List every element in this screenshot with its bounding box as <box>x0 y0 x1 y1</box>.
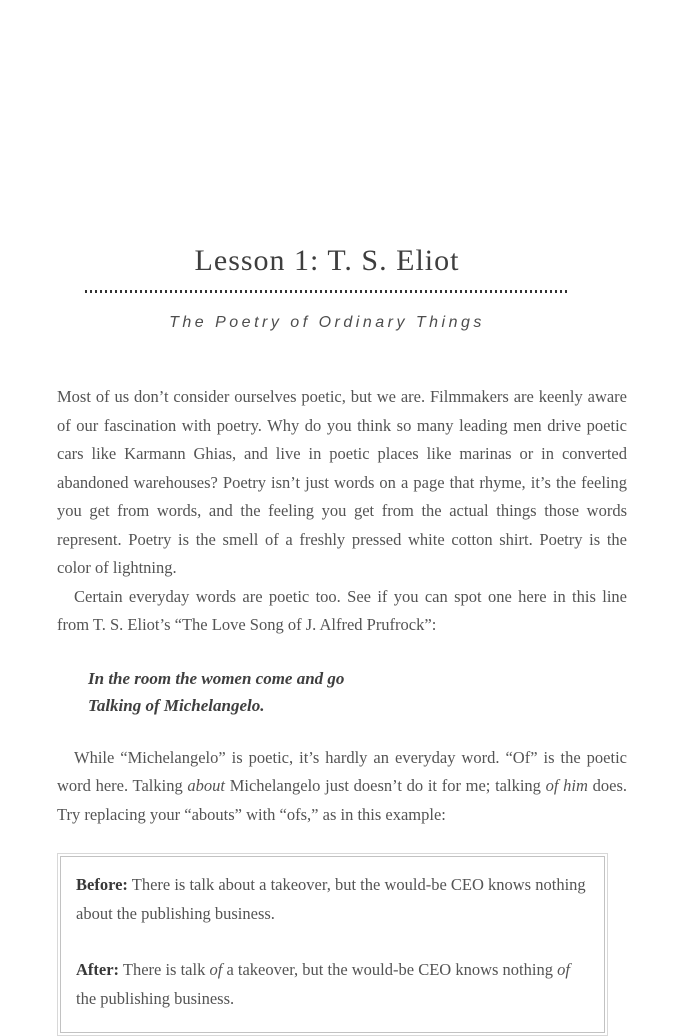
chapter-header <box>57 245 597 332</box>
text-segment: While “Michelangelo” is poetic, it’s hardly an everyday word. “Of” is the poetic word here. Talking <box>57 747 627 795</box>
before-label: Before: <box>76 875 128 894</box>
lesson-subtitle: The Poetry of Ordinary Things <box>169 314 485 331</box>
after-label: After: <box>76 960 120 979</box>
text-segment: a takeover, but the would-be CEO knows nothing <box>222 960 558 979</box>
after-example <box>76 955 588 1013</box>
chapter-body <box>57 383 627 1036</box>
text-segment: does. Try replacing your “abouts” with “ofs,” as in this example: <box>57 776 627 824</box>
example-box-inner <box>60 856 605 1033</box>
text-segment: the publishing business. <box>76 989 235 1008</box>
poem-line-1: In the room the women come and go <box>88 668 345 688</box>
text-segment: There is talk <box>119 960 210 979</box>
example-box <box>57 853 608 1036</box>
dotted-divider <box>85 290 569 293</box>
paragraph-certain-words: Certain everyday words are poetic too. See if you can spot one here in this line from T. S. Eliot’s “The Love Song of J. Alfred Prufrock”: <box>57 586 627 634</box>
lesson-title: Lesson 1: T. S. Eliot <box>194 244 460 277</box>
poem-quote <box>88 665 627 719</box>
text-segment: Michelangelo just doesn’t do it for me; talking <box>225 776 546 795</box>
poem-line-2: Talking of Michelangelo. <box>88 695 265 715</box>
italic-phrase-of-him: of him <box>545 776 588 795</box>
paragraph-while-michelangelo <box>57 744 627 830</box>
before-example <box>76 870 588 928</box>
italic-word-about: about <box>187 776 225 795</box>
paragraph-intro: Most of us don’t consider ourselves poetic, but we are. Filmmakers are keenly aware of our fascination with poetry. Why do you think so many leading men drive poetic cars like Karmann Ghias, and live in poetic places like marinas or in converted abandoned warehouses? Poetry isn’t just words on a page that rhyme, it’s the feeling you get from words, and the feeling you get from the actual things those words represent. Poetry is the smell of a freshly pressed white cotton shirt. Poetry is the color of lightning. <box>57 387 627 577</box>
italic-word-of: of <box>557 960 570 979</box>
italic-word-of: of <box>209 960 223 979</box>
text-segment: There is talk about a takeover, but the would-be CEO knows nothing about the publishing business. <box>76 875 586 923</box>
